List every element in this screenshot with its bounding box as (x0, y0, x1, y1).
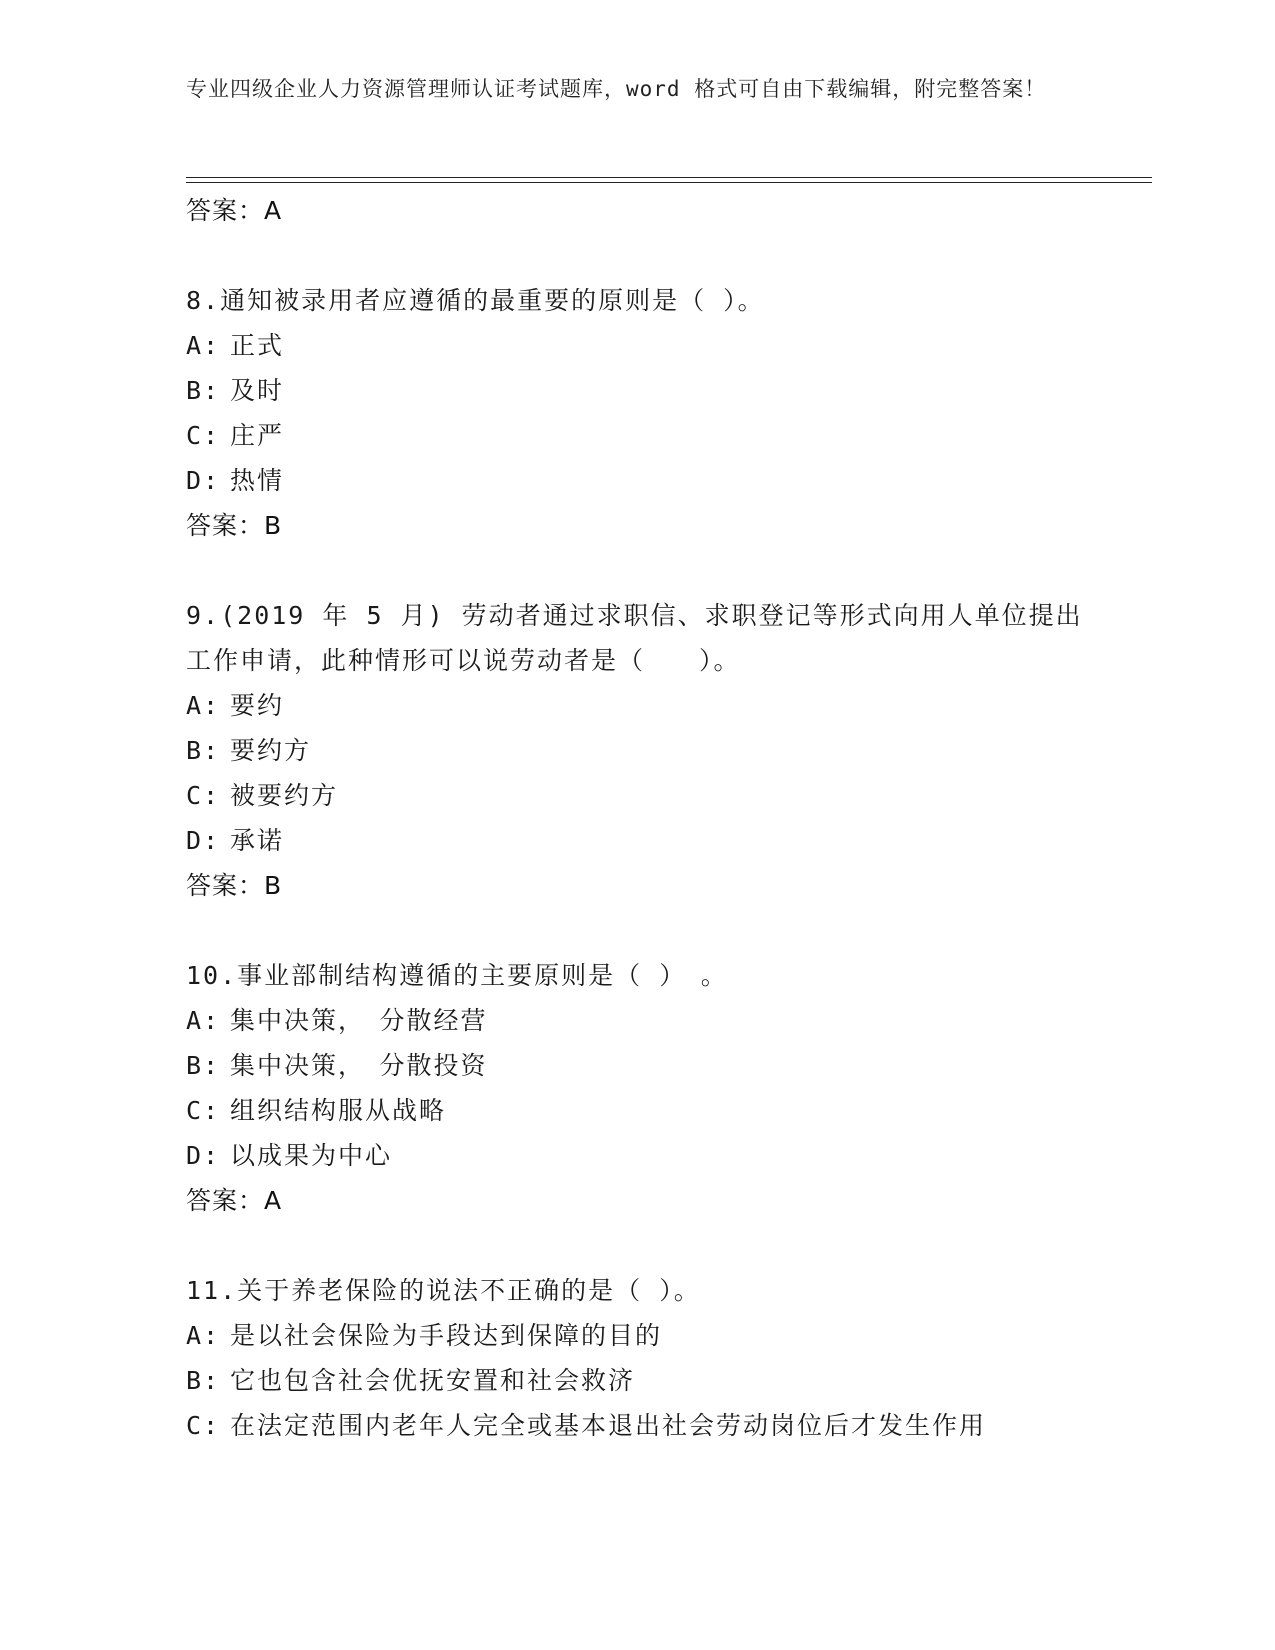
option-key: C: (186, 421, 221, 450)
option-text: 集中决策， 分散经营 (230, 1006, 488, 1035)
option-text: 组织结构服从战略 (230, 1096, 447, 1125)
option-key: B: (186, 1051, 221, 1080)
option-a (186, 323, 1126, 368)
spacer (186, 908, 1126, 953)
option-text: 及时 (230, 376, 285, 405)
answer-line: 答案：A (186, 1186, 283, 1215)
option-d (186, 458, 1126, 503)
spacer (186, 1223, 1126, 1268)
question-stem: 9.(2019 年 5 月) 劳动者通过求职信、求职登记等形式向用人单位提出 (186, 601, 1083, 630)
page-header-text: 专业四级企业人力资源管理师认证考试题库，word 格式可自由下载编辑，附完整答案！ (186, 77, 1047, 101)
option-key: B: (186, 736, 221, 765)
option-b (186, 1043, 1126, 1088)
option-c (186, 1403, 1126, 1448)
option-key: A: (186, 1321, 221, 1350)
header-rule-bottom (186, 182, 1152, 183)
answer-line: 答案：A (186, 196, 283, 225)
question-block (186, 278, 1126, 548)
option-key: C: (186, 781, 221, 810)
option-text: 它也包含社会优抚安置和社会救济 (230, 1366, 636, 1395)
question-block (186, 1268, 1126, 1448)
option-text: 要约方 (230, 736, 312, 765)
option-key: A: (186, 1006, 221, 1035)
option-text: 热情 (230, 466, 285, 495)
option-text: 承诺 (230, 826, 285, 855)
option-key: D: (186, 1141, 221, 1170)
spacer (186, 548, 1126, 593)
option-c (186, 773, 1126, 818)
option-key: B: (186, 1366, 221, 1395)
option-key: C: (186, 1096, 221, 1125)
question-stem: 8.通知被录用者应遵循的最重要的原则是（ ）。 (186, 286, 765, 315)
option-key: D: (186, 466, 221, 495)
option-text: 在法定范围内老年人完全或基本退出社会劳动岗位后才发生作用 (230, 1411, 987, 1440)
question-stem-continued: 工作申请，此种情形可以说劳动者是（ ）。 (186, 646, 741, 675)
answer-line: 答案：B (186, 511, 283, 540)
option-b (186, 1358, 1126, 1403)
answer-line: 答案：B (186, 871, 283, 900)
option-key: B: (186, 376, 221, 405)
option-text: 集中决策， 分散投资 (230, 1051, 488, 1080)
option-a (186, 1313, 1126, 1358)
option-d (186, 1133, 1126, 1178)
option-b (186, 368, 1126, 413)
option-key: C: (186, 1411, 221, 1440)
header-rule-top (186, 177, 1152, 178)
spacer (186, 233, 1126, 278)
option-c (186, 413, 1126, 458)
option-c (186, 1088, 1126, 1133)
option-key: D: (186, 826, 221, 855)
option-text: 正式 (230, 331, 285, 360)
option-text: 要约 (230, 691, 285, 720)
question-stem: 11.关于养老保险的说法不正确的是（ ）。 (186, 1276, 701, 1305)
question-stem: 10.事业部制结构遵循的主要原则是（ ） 。 (186, 961, 728, 990)
option-b (186, 728, 1126, 773)
question-list (186, 188, 1126, 1448)
option-text: 被要约方 (230, 781, 339, 810)
option-d (186, 818, 1126, 863)
option-a (186, 683, 1126, 728)
option-text: 庄严 (230, 421, 285, 450)
option-a (186, 998, 1126, 1043)
question-block (186, 593, 1126, 908)
option-text: 以成果为中心 (230, 1141, 393, 1170)
option-key: A: (186, 691, 221, 720)
option-key: A: (186, 331, 221, 360)
option-text: 是以社会保险为手段达到保障的目的 (230, 1321, 663, 1350)
question-block (186, 953, 1126, 1223)
